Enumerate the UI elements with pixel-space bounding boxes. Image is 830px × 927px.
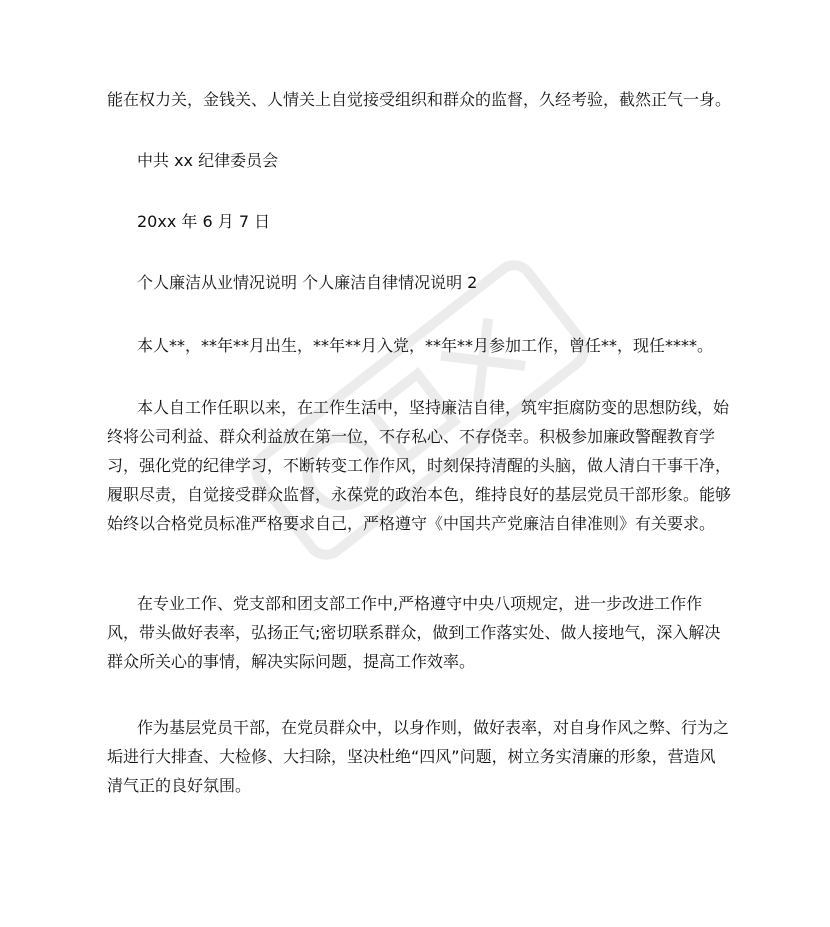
paragraph-line: 群众所关心的事情，解决实际问题，提高工作效率。 [107,652,476,671]
paragraph-line: 习，强化党的纪律学习，不断转变工作作风，时刻保持清醒的头脑，做人清白干事干净， [107,456,732,475]
intro-line: 本人**，**年**月出生，**年**月入党，**年**月参加工作，曾任**，现任****。 [137,336,714,355]
paragraph-line: 本人自工作任职以来，在工作生活中，坚持廉洁自律，筑牢拒腐防变的思想防线，始 [137,398,730,417]
section-heading: 个人廉洁从业情况说明 个人廉洁自律情况说明 2 [137,273,478,292]
paragraph-2 [107,589,727,676]
paragraph-line: 在专业工作、党支部和团支部工作中,严格遵守中央八项规定，进一步改进工作作 [137,594,703,613]
paragraph-line: 风，带头做好表率，弘扬正气;密切联系群众，做到工作落实处、做人接地气，深入解决 [107,623,721,642]
org-name: 中共 xx 纪律委员会 [137,151,279,170]
paragraph-3 [107,713,730,800]
paragraph-line: 履职尽责，自觉接受群众监督，永葆党的政治本色，维持良好的基层党员干部形象。能够 [107,485,732,504]
paragraph-line: 作为基层党员干部，在党员群众中，以身作则，做好表率，对自身作风之弊、行为之 [137,718,730,737]
paragraph-1 [107,393,732,538]
paragraph-line: 始终以合格党员标准严格要求自己，严格遵守《中国共产党廉洁自律准则》有关要求。 [107,514,716,533]
paragraph-line: 垢进行大排查、大检修、大扫除，坚决杜绝“四风”问题，树立务实清廉的形象，营造风 [107,747,716,766]
text-line-top: 能在权力关，金钱关、人情关上自觉接受组织和群众的监督，久经考验，截然正气一身。 [107,90,732,109]
paragraph-line: 终将公司利益、群众利益放在第一位，不存私心、不存侥幸。积极参加廉政警醒教育学 [107,427,716,446]
date-line: 20xx 年 6 月 7 日 [137,212,271,231]
paragraph-line: 清气正的良好氛围。 [107,776,252,795]
